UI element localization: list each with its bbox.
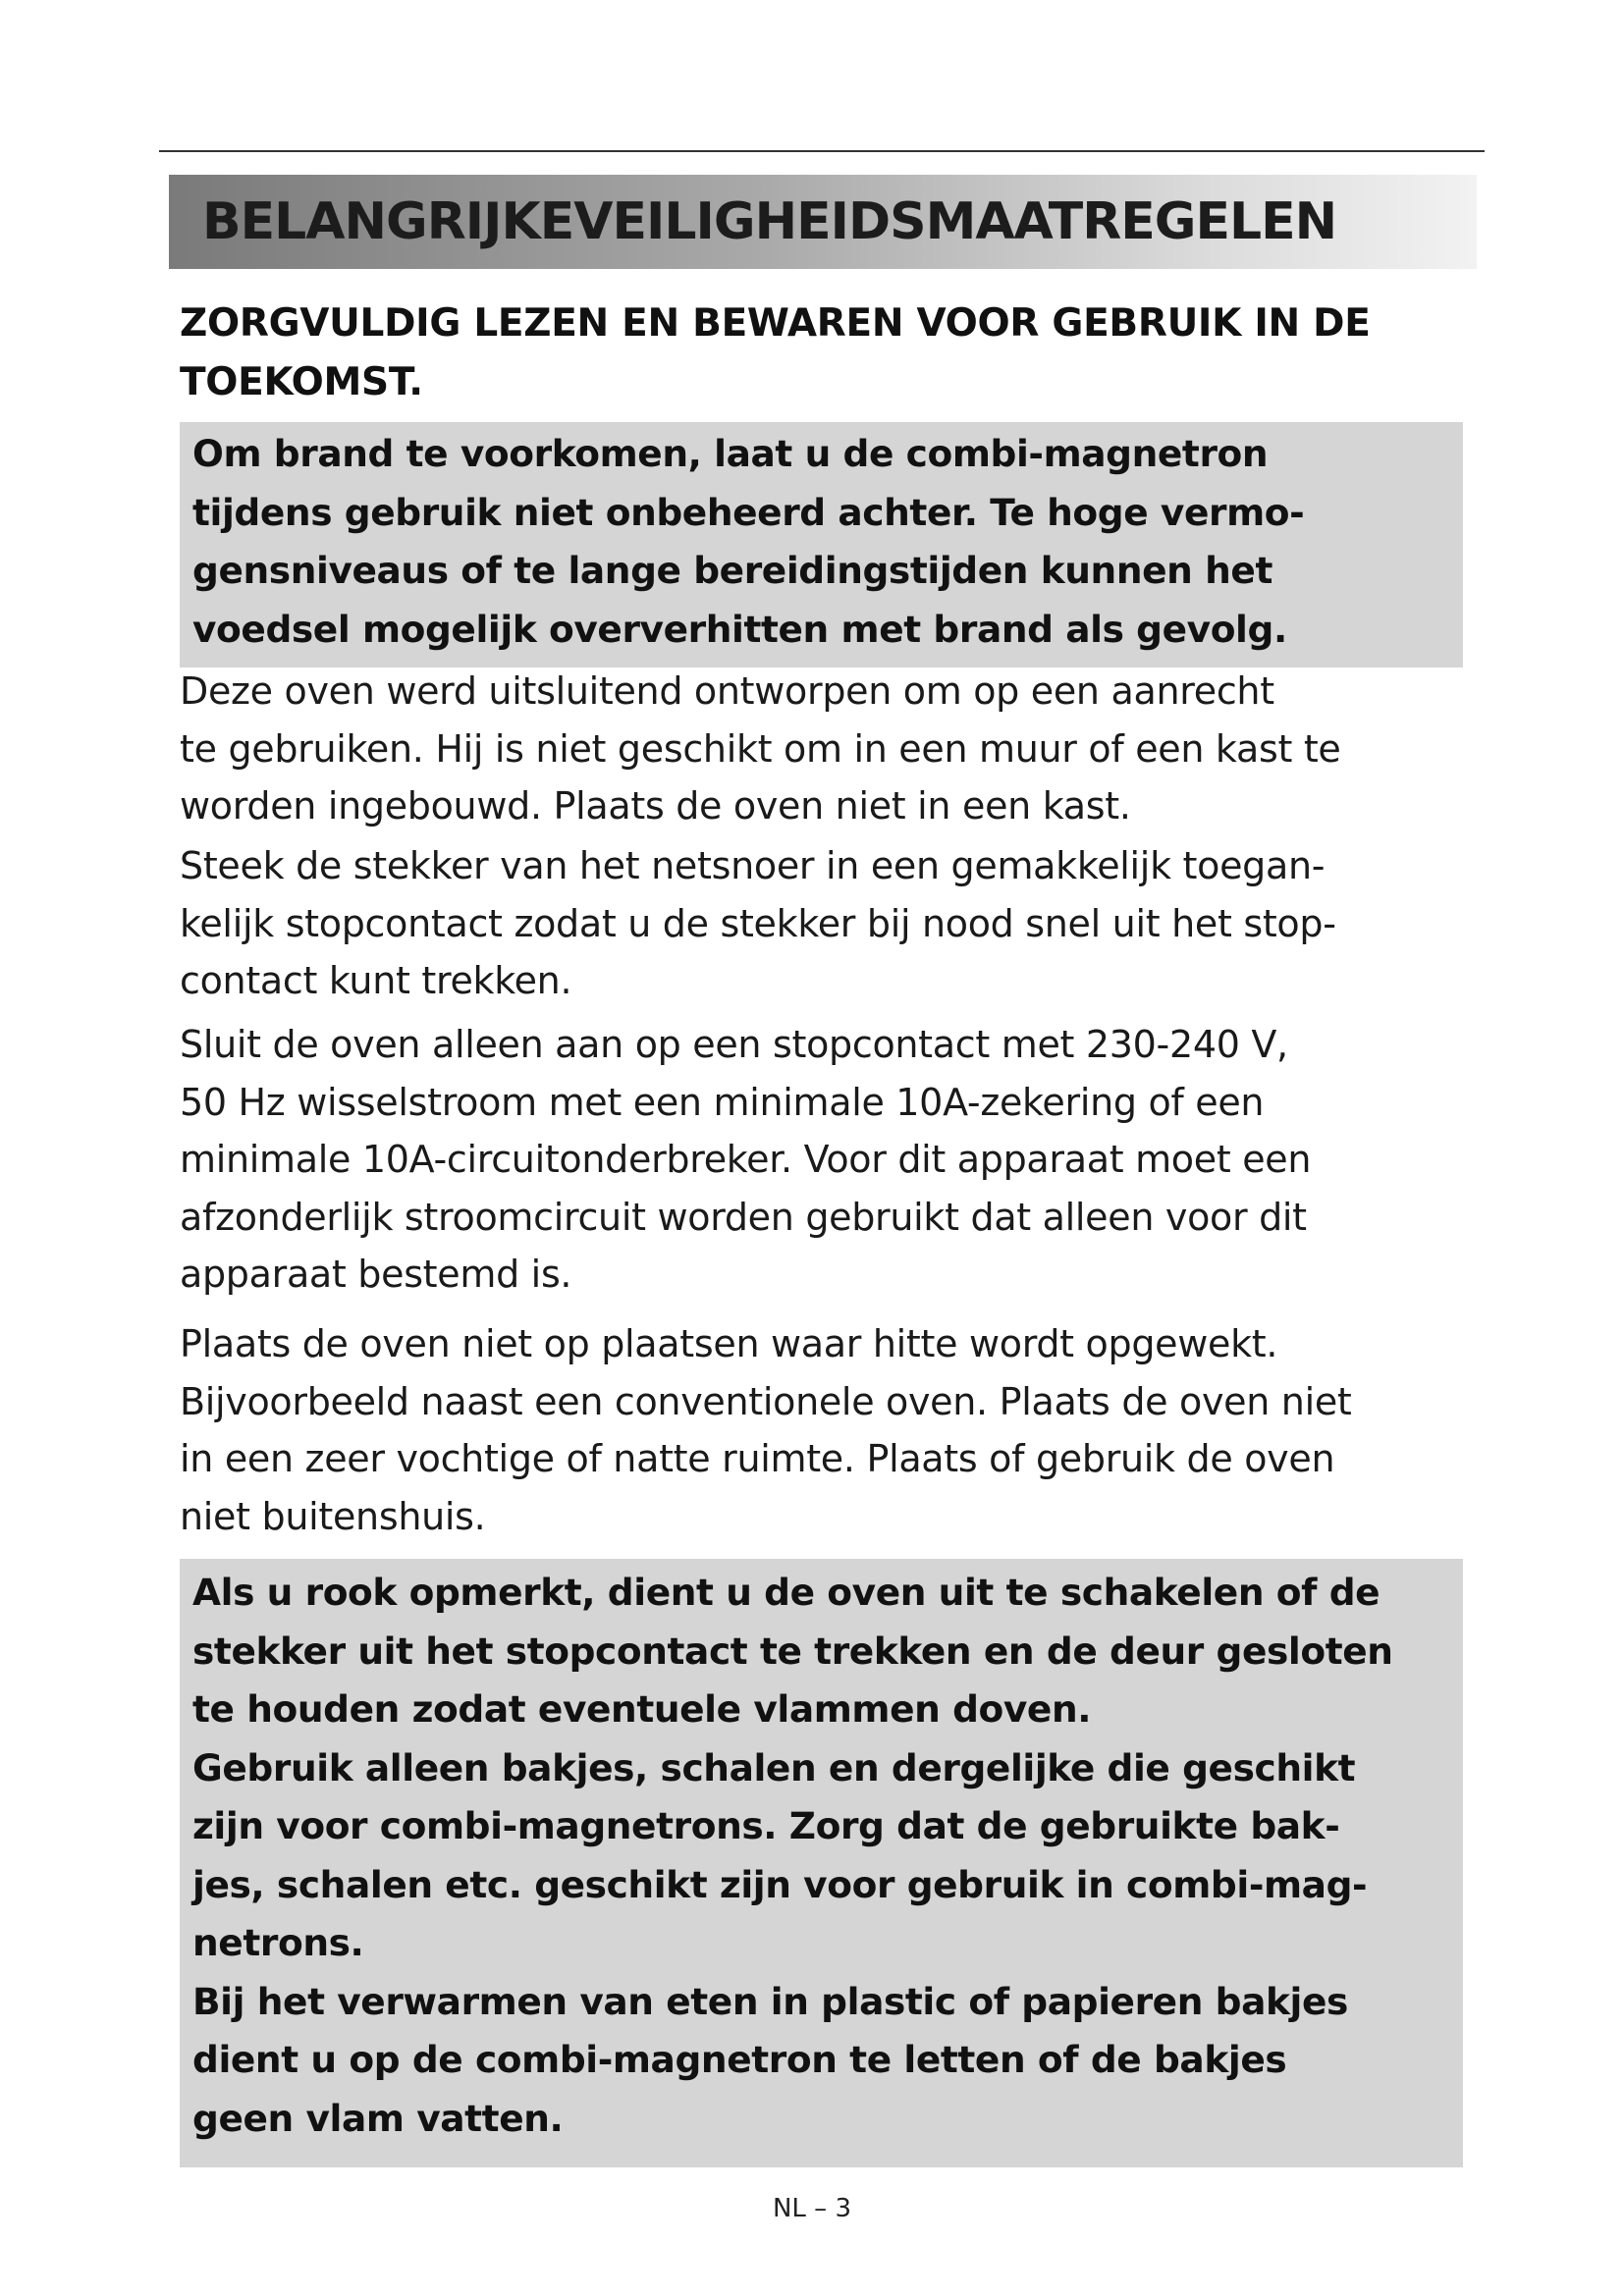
top-divider — [159, 150, 1485, 152]
warning-fire-text — [192, 425, 1304, 659]
warning-line: netrons. — [192, 1921, 364, 1964]
warning-line: jes, schalen etc. geschikt zijn voor gebruik in combi-mag- — [192, 1862, 1368, 1906]
body-line: Deze oven werd uitsluitend ontworpen om op een aanrecht — [180, 669, 1274, 713]
subtitle-line: TOEKOMST. — [180, 360, 423, 404]
body-line: minimale 10A-circuitonderbreker. Voor dit apparaat moet een — [180, 1138, 1312, 1181]
body-line: niet buitenshuis. — [180, 1494, 486, 1538]
body-line: contact kunt trekken. — [180, 959, 572, 1002]
warning-line: stekker uit het stopcontact te trekken en de deur gesloten — [192, 1629, 1393, 1673]
page-title: BELANGRIJKEVEILIGHEIDSMAATREGELEN — [202, 192, 1337, 251]
paragraph-power — [180, 1016, 1311, 1304]
body-line: Sluit de oven alleen aan op een stopcontact met 230-240 V, — [180, 1023, 1288, 1066]
subtitle — [180, 294, 1456, 412]
warning-line: Om brand te voorkomen, laat u de combi-magnetron — [192, 432, 1269, 475]
body-line: worden ingebouwd. Plaats de oven niet in een kast. — [180, 784, 1131, 828]
body-line: afzonderlijk stroomcircuit worden gebruikt dat alleen voor dit — [180, 1195, 1307, 1239]
paragraph-location — [180, 1315, 1352, 1545]
body-line: kelijk stopcontact zodat u de stekker bij nood snel uit het stop- — [180, 901, 1336, 945]
warning-line: tijdens gebruik niet onbeheerd achter. Te hoge vermo- — [192, 490, 1305, 534]
body-line: apparaat bestemd is. — [180, 1253, 572, 1296]
body-line: Plaats de oven niet op plaatsen waar hitte wordt opgewekt. — [180, 1322, 1278, 1365]
body-line: in een zeer vochtige of natte ruimte. Plaats of gebruik de oven — [180, 1437, 1335, 1480]
body-line: Bijvoorbeeld naast een conventionele oven. Plaats de oven niet — [180, 1379, 1352, 1423]
warning-line: Bij het verwarmen van eten in plastic of papieren bakjes — [192, 1979, 1348, 2023]
body-line: te gebruiken. Hij is niet geschikt om in een muur of een kast te — [180, 726, 1341, 771]
warning-line: Als u rook opmerkt, dient u de oven uit te schakelen of de — [192, 1571, 1380, 1614]
paragraph-plug — [180, 837, 1336, 1010]
warning-line: zijn voor combi-magnetrons. Zorg dat de gebruikte bak- — [192, 1804, 1340, 1847]
subtitle-line: ZORGVULDIG LEZEN EN BEWAREN VOOR GEBRUIK IN DE — [180, 301, 1371, 346]
paragraph-placement — [180, 663, 1341, 835]
warning-line: geen vlam vatten. — [192, 2096, 564, 2140]
body-line: 50 Hz wisselstroom met een minimale 10A-zekering of een — [180, 1080, 1265, 1124]
warning-line: gensniveaus of te lange bereidingstijden kunnen het — [192, 549, 1272, 592]
warning-line: dient u op de combi-magnetron te letten of de bakjes — [192, 2038, 1287, 2081]
page-number: NL – 3 — [772, 2194, 851, 2223]
warning-line: voedsel mogelijk oververhitten met brand als gevolg. — [192, 607, 1287, 651]
warning-line: te houden zodat eventuele vlammen doven. — [192, 1687, 1092, 1731]
warning-smoke-text — [192, 1564, 1393, 2148]
warning-line: Gebruik alleen bakjes, schalen en dergelijke die geschikt — [192, 1745, 1356, 1789]
body-line: Steek de stekker van het netsnoer in een gemakkelijk toegan- — [180, 844, 1326, 887]
